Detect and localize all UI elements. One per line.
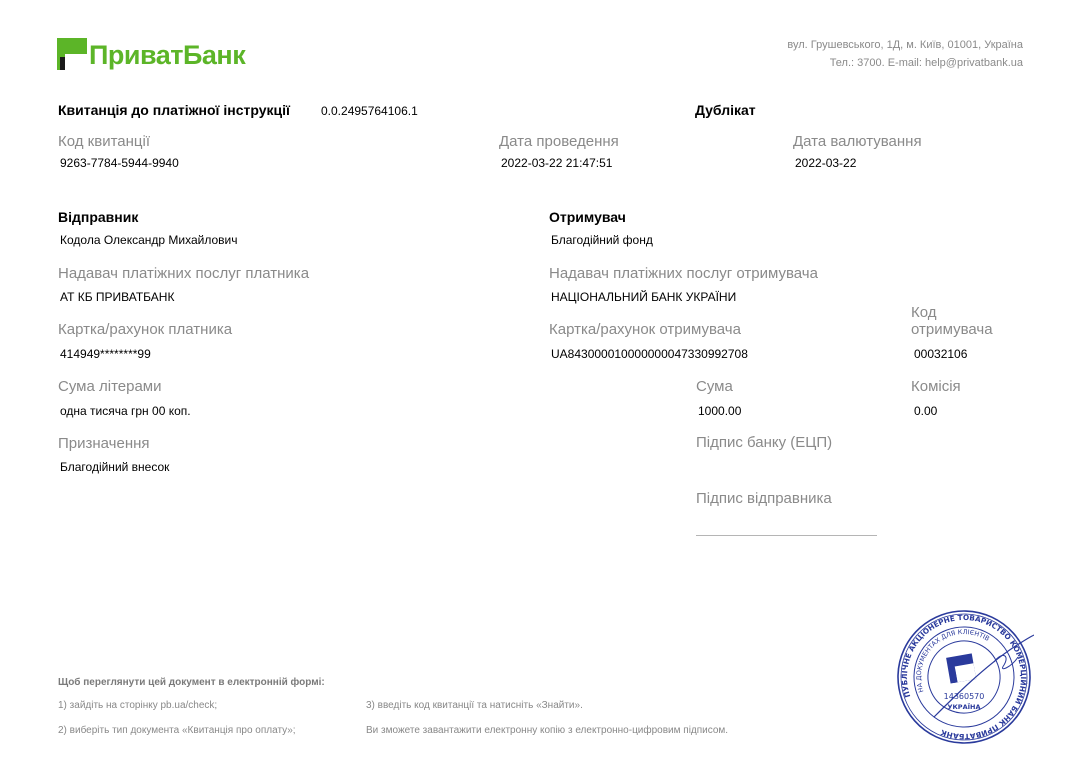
- footer-step1: 1) зайдіть на сторінку pb.ua/check;: [58, 700, 218, 711]
- footer-step3: 3) введіть код квитанції та натисніть «Знайти».: [366, 700, 583, 711]
- commission-label: Комісія: [911, 378, 961, 395]
- recipient-provider-label: Надавач платіжних послуг отримувача: [549, 265, 818, 282]
- payer-provider-value: АТ КБ ПРИВАТБАНК: [60, 290, 175, 304]
- value-date-value: 2022-03-22: [795, 156, 857, 170]
- date-processed-label: Дата проведення: [499, 133, 619, 150]
- amount-value: 1000.00: [698, 404, 742, 418]
- recipient-value: Благодійний фонд: [551, 233, 653, 247]
- amount-label: Сума: [696, 378, 733, 395]
- commission-value: 0.00: [914, 404, 938, 418]
- bank-logo-text: ПриватБанк: [89, 40, 246, 70]
- payer-provider-label: Надавач платіжних послуг платника: [58, 265, 310, 282]
- recipient-account-label: Картка/рахунок отримувача: [549, 321, 741, 338]
- bank-signature-label: Підпис банку (ЕЦП): [696, 434, 833, 451]
- amount-words-label: Сума літерами: [58, 378, 162, 395]
- amount-words-value: одна тисяча грн 00 коп.: [60, 404, 191, 418]
- bank-stamp-seal-icon: [894, 607, 1034, 747]
- recipient-code-value: 00032106: [914, 347, 968, 361]
- receipt-title: Квитанція до платіжної інструкції: [58, 102, 290, 118]
- bank-stamp: [894, 607, 1034, 747]
- stamp-country: УКРАЇНА: [947, 703, 981, 711]
- date-processed-value: 2022-03-22 21:47:51: [501, 156, 613, 170]
- recipient-account-value: UA843000010000000047330992708: [551, 347, 748, 361]
- recipient-provider-value: НАЦІОНАЛЬНИЙ БАНК УКРАЇНИ: [551, 290, 737, 304]
- payer-account-value: 414949********99: [60, 347, 151, 361]
- payer-account-label: Картка/рахунок платника: [58, 321, 233, 338]
- footer-note: Ви зможете завантажити електронну копію з електронно-цифровим підписом.: [366, 725, 729, 736]
- sender-label: Відправник: [58, 209, 139, 225]
- bank-address: вул. Грушевського, 1Д, м. Київ, 01001, Україна: [787, 39, 1023, 51]
- purpose-value: Благодійний внесок: [60, 460, 170, 474]
- stamp-outer-text: ПУБЛІЧНЕ АКЦІОНЕРНЕ ТОВАРИСТВО КОМЕРЦІЙНИЙ БАНК ПРИВАТБАНК: [899, 612, 1029, 742]
- recipient-code-label-line1: Код: [911, 304, 937, 321]
- privatbank-logo-icon: [57, 38, 87, 70]
- footer-heading: Щоб переглянути цей документ в електронній формі:: [58, 677, 325, 688]
- stamp-code: 14360570: [943, 692, 985, 701]
- recipient-label: Отримувач: [549, 209, 626, 225]
- receipt-code-label: Код квитанції: [58, 133, 150, 150]
- sender-value: Кодола Олександр Михайлович: [60, 233, 238, 247]
- sender-signature-line: [696, 535, 877, 536]
- recipient-code-label-line2: отримувача: [911, 321, 993, 338]
- value-date-label: Дата валютування: [793, 133, 922, 150]
- purpose-label: Призначення: [58, 435, 150, 452]
- footer-step2: 2) виберіть тип документа «Квитанція про оплату»;: [58, 725, 296, 736]
- sender-signature-label: Підпис відправника: [696, 490, 832, 507]
- stamp-inner-text: НА ДОКУМЕНТАХ ДЛЯ КЛІЄНТІВ: [914, 627, 991, 694]
- receipt-code-value: 9263-7784-5944-9940: [60, 156, 179, 170]
- bank-contacts: Тел.: 3700. E-mail: help@privatbank.ua: [829, 57, 1023, 69]
- duplicate-label: Дублікат: [695, 102, 756, 118]
- receipt-number: 0.0.2495764106.1: [321, 104, 418, 118]
